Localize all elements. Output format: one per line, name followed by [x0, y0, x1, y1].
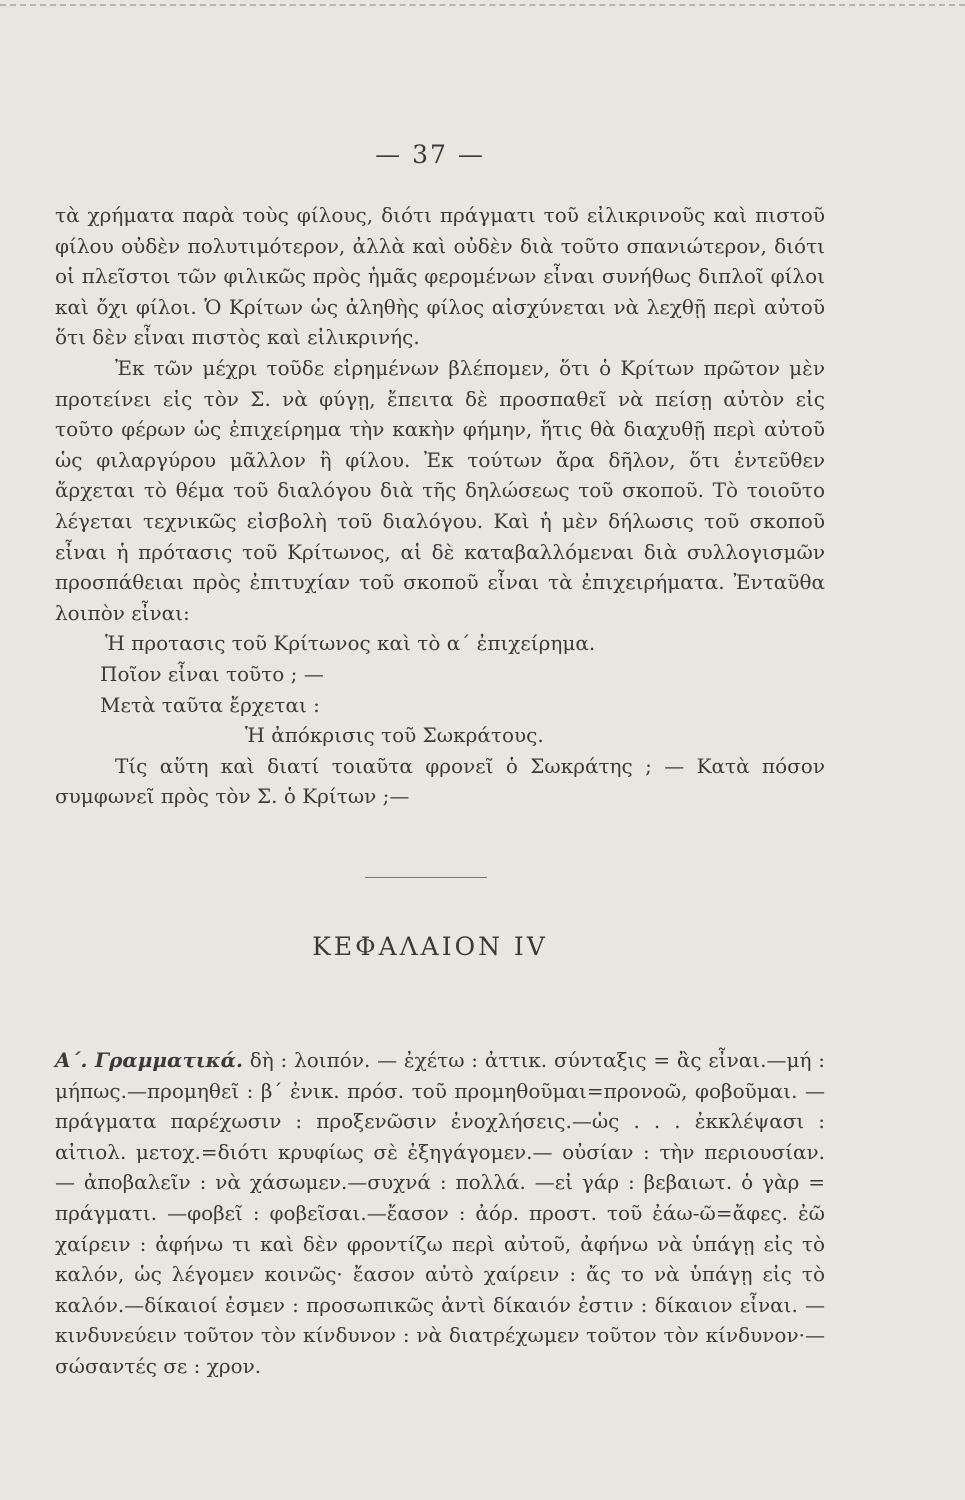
section-divider — [365, 877, 487, 878]
page-number: — 37 — — [375, 140, 485, 169]
paragraph-2: Ἐκ τῶν μέχρι τοῦδε εἰρημένων βλέπομεν, ὅτι ὁ Κρίτων πρῶτον μὲν προτείνει εἰς τὸν Σ. νὰ φύγῃ, ἔπειτα δὲ προσπαθεῖ νὰ πείσῃ αὐτὸν εἰς τοῦτο φέρων ὡς ἐπιχείρημα τὴν κακὴν φήμην, ἥτις θὰ διαχυθῇ περὶ αὐτοῦ ὡς φιλαργύρου μᾶλλον ἢ φίλου. Ἐκ τούτων ἄρα δῆλον, ὅτι ἐντεῦθεν ἄρχεται τὸ θέμα τοῦ διαλόγου διὰ τῆς δηλώσεως τοῦ σκοποῦ. Τὸ τοιοῦτο λέγεται τεχνικῶς εἰσβολὴ τοῦ διαλόγου. Καὶ ἡ μὲν δήλωσις τοῦ σκοποῦ εἶναι ἡ πρότασις τοῦ Κρίτωνος, αἱ δὲ καταβαλλόμεναι διὰ συλλογισμῶν προσπάθειαι πρὸς ἐπιτυχίαν τοῦ σκοποῦ εἶναι τὰ ἐπιχειρήματα. Ἐνταῦθα λοιπὸν εἶναι: — [55, 355, 825, 625]
chapter-title: ΚΕΦΑΛΑΙΟΝ IV — [312, 932, 548, 961]
line-protasis: Ἡ προτασις τοῦ Κρίτωνος καὶ τὸ α΄ ἐπιχείρημα. — [105, 631, 596, 656]
line-meta: Μετὰ ταῦτα ἔρχεται : — [100, 692, 320, 717]
notes-heading: Α΄. Γραμματικά. — [55, 1048, 243, 1072]
grammar-notes — [55, 1045, 825, 1382]
paragraph-3: Τίς αὕτη καὶ διατί τοιαῦτα φρονεῖ ὁ Σωκράτης ; — Κατὰ πόσον συμφωνεῖ πρὸς τὸν Σ. ὁ Κρίτων ;— — [55, 753, 825, 809]
top-edge-rule — [0, 4, 965, 6]
main-text — [55, 200, 825, 812]
notes-body: δὴ : λοιπόν. — ἐχέτω : ἀττικ. σύνταξις = ἂς εἶναι.—μή : μήπως.—προμηθεῖ : β΄ ἐνικ. πρόσ. τοῦ προμηθοῦμαι=προνοῶ, φοβοῦμαι. — πράγματα παρέχωσιν : προξενῶσιν ἐνοχλήσεις.—ὡς . . . ἐκκλέψασι : αἰτιολ. μετοχ.=διότι κρυφίως σὲ ἐξηγάγομεν.— οὐσίαν : τὴν περιουσίαν. — ἀποβαλεῖν : νὰ χάσωμεν.—συχνά : πολλά. —εἰ γάρ : βεβαιωτ. ὁ γὰρ = πράγματι. —φοβεῖ : φοβεῖσαι.—ἔασον : ἀόρ. προστ. τοῦ ἐάω-ῶ=ἄφες. ἐῶ χαίρειν : ἀφήνω τι καὶ δὲν φροντίζω περὶ αὐτοῦ, ἀφήνω νὰ ὑπάγῃ εἰς τὸ καλόν, ὡς λέγομεν κοινῶς· ἔασον αὐτὸ χαίρειν : ἄς το νὰ ὑπάγῃ εἰς τὸ καλόν.—δίκαιοί ἐσμεν : προσωπικῶς ἀντὶ δίκαιόν ἐστιν : δίκαιον εἶναι. — κινδυνεύειν τοῦτον τὸν κίνδυνον : νὰ διατρέχωμεν τοῦτον τὸν κίνδυνον·—σώσαντές σε : χρον. — [55, 1048, 825, 1378]
line-apokrisis: Ἡ ἀπόκρισις τοῦ Σωκράτους. — [245, 723, 544, 748]
paragraph-1: τὰ χρήματα παρὰ τοὺς φίλους, διότι πράγματι τοῦ εἰλικρινοῦς καὶ πιστοῦ φίλου οὐδὲν πολυτιμότερον, ἀλλὰ καὶ οὐδὲν διὰ τοῦτο σπανιώτερον, διότι οἱ πλεῖστοι τῶν φιλικῶς πρὸς ἡμᾶς φερομένων εἶναι συνήθως διπλοῖ φίλοι καὶ ὄχι φίλοι. Ὁ Κρίτων ὡς ἀληθὴς φίλος αἰσχύνεται νὰ λεχθῇ περὶ αὐτοῦ ὅτι δὲν εἶναι πιστὸς καὶ εἰλικρινής. — [55, 203, 825, 350]
line-poion: Ποῖον εἶναι τοῦτο ; — — [100, 661, 324, 686]
